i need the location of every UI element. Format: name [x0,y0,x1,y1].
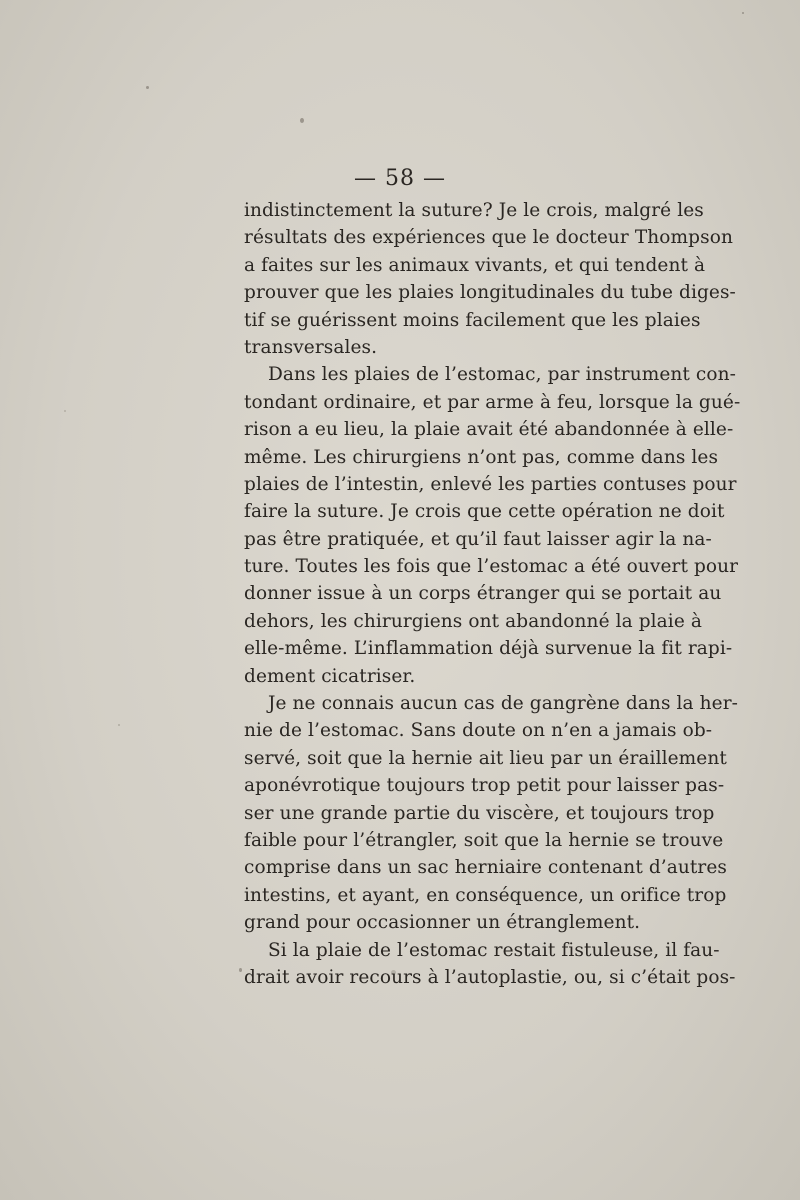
text-line: a faites sur les animaux vivants, et qui tendent à [244,254,706,276]
paper-speck [742,12,744,14]
text-line: ture. Toutes les fois que l’estomac a été ouvert pour [244,556,739,578]
text-line: tondant ordinaire, et par arme à feu, lorsque la gué- [244,391,741,413]
text-line: indistinctement la suture? Je le crois, malgré les [244,200,704,221]
body-text [244,197,741,991]
text-line: même. Les chirurgiens n’ont pas, comme dans les [244,446,719,468]
text-line: prouver que les plaies longitudinales du tube diges- [244,282,736,304]
paragraph-start-line: Dans les plaies de l’estomac, par instrument con- [268,364,736,386]
text-line: drait avoir recours à l’autoplastie, ou, si c’était pos- [244,966,736,988]
text-line: comprise dans un sac herniaire contenant d’autres [244,857,728,879]
text-line: rison a eu lieu, la plaie avait été abandonnée à elle- [244,419,734,441]
paper-speck [118,724,120,726]
paper-speck [300,118,304,123]
paragraph-start-line: Si la plaie de l’estomac restait fistuleuse, il fau- [268,939,720,961]
text-line: dehors, les chirurgiens ont abandonné la plaie à [244,610,702,632]
paper-speck [146,86,149,89]
text-line: plaies de l’intestin, enlevé les parties contuses pour [244,473,737,495]
text-line: faire la suture. Je crois que cette opération ne doit [244,501,725,523]
page-number: — 58 — [354,166,446,191]
text-line: dement cicatriser. [244,665,416,687]
text-line: donner issue à un corps étranger qui se portait au [244,583,722,605]
paper-speck [239,968,242,972]
text-line: résultats des expériences que le docteur Thompson [244,227,733,249]
paper-speck [64,410,66,412]
text-line: nie de l’estomac. Sans doute on n’en a jamais ob- [244,720,713,742]
paragraph-start-line: Je ne connais aucun cas de gangrène dans la her- [268,693,739,715]
text-line: faible pour l’étrangler, soit que la hernie se trouve [244,829,724,851]
text-line: grand pour occasionner un étranglement. [244,912,641,934]
text-line: intestins, et ayant, en conséquence, un orifice trop [244,884,727,906]
text-line: aponévrotique toujours trop petit pour laisser pas- [244,775,725,797]
text-line: servé, soit que la hernie ait lieu par un éraillement [244,747,727,769]
text-line: transversales. [244,336,378,358]
text-line: ser une grande partie du viscère, et toujours trop [244,802,715,824]
text-line: elle-même. L’inflammation déjà survenue la fit rapi- [244,638,733,660]
text-line: pas être pratiquée, et qu’il faut laisser agir la na- [244,528,712,550]
text-line: tif se guérissent moins facilement que les plaies [244,309,701,331]
